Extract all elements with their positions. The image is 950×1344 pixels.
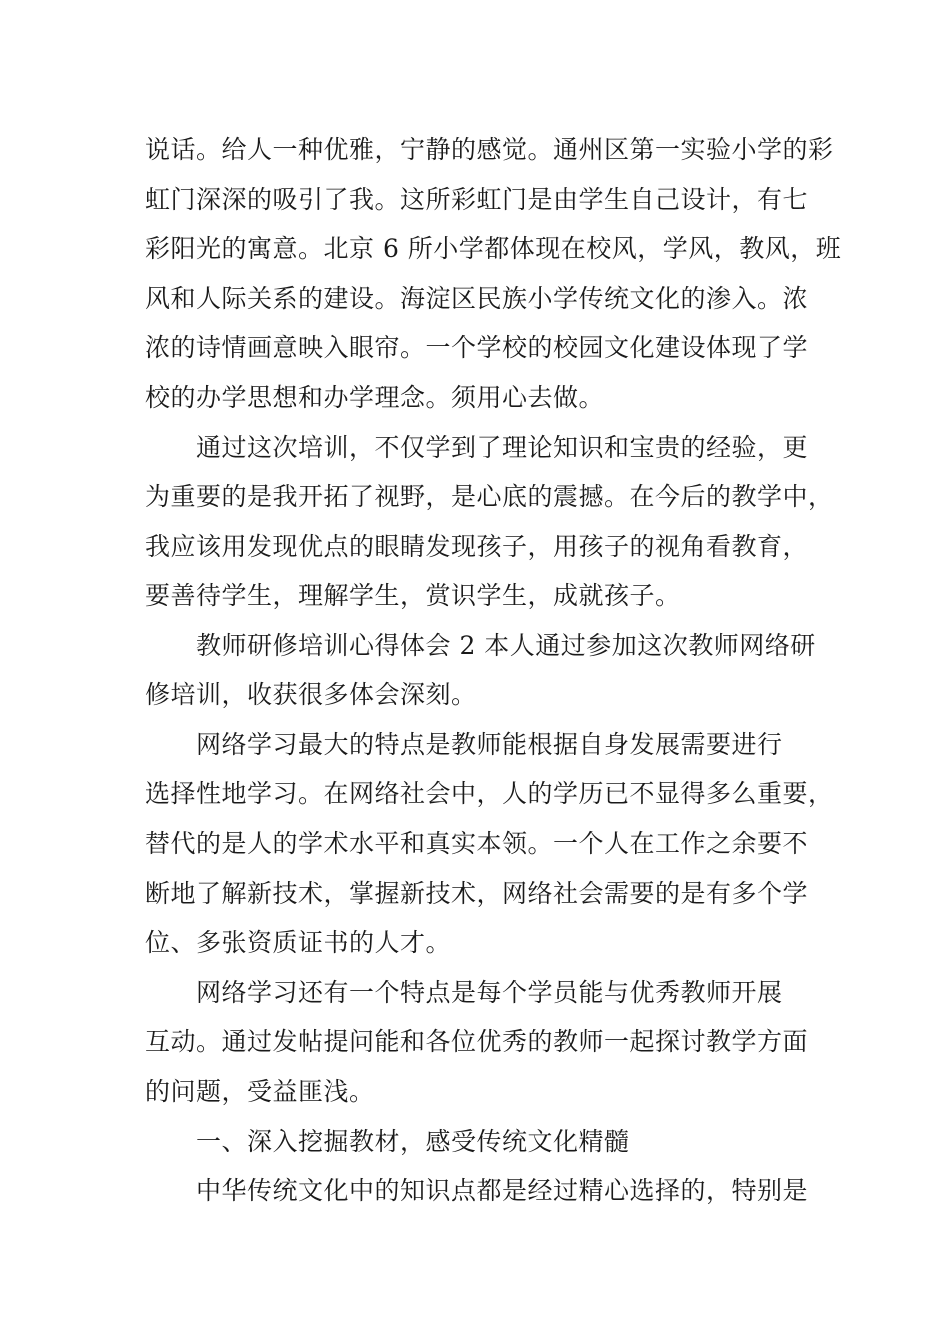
text-line: 选择性地学习。在网络社会中，人的学历已不显得多么重要， bbox=[145, 779, 834, 808]
paragraph-first-line: 教师研修培训心得体会 2 本人通过参加这次教师网络研 bbox=[196, 631, 816, 660]
text-line: 替代的是人的学术水平和真实本领。一个人在工作之余要不 bbox=[145, 829, 809, 858]
text-line: 为重要的是我开拓了视野，是心底的震撼。在今后的教学中， bbox=[145, 482, 834, 511]
text-line: 要善待学生，理解学生，赏识学生，成就孩子。 bbox=[145, 581, 681, 610]
text-line: 断地了解新技术，掌握新技术，网络社会需要的是有多个学 bbox=[145, 879, 809, 908]
text-line: 我应该用发现优点的眼睛发现孩子，用孩子的视角看教育， bbox=[145, 532, 809, 561]
text-line: 的问题，受益匪浅。 bbox=[145, 1077, 375, 1106]
text-line: 虹门深深的吸引了我。这所彩虹门是由学生自己设计，有七 bbox=[145, 185, 809, 214]
paragraph-first-line: 中华传统文化中的知识点都是经过精心选择的，特别是 bbox=[196, 1176, 809, 1205]
text-line: 说话。给人一种优雅，宁静的感觉。通州区第一实验小学的彩 bbox=[145, 135, 834, 164]
paragraph-first-line: 通过这次培训，不仅学到了理论知识和宝贵的经验，更 bbox=[196, 433, 809, 462]
text-line: 位、多张资质证书的人才。 bbox=[145, 928, 452, 957]
text-line: 彩阳光的寓意。北京 6 所小学都体现在校风，学风，教风，班 bbox=[145, 234, 842, 263]
paragraph-first-line: 网络学习还有一个特点是每个学员能与优秀教师开展 bbox=[196, 978, 783, 1007]
text-line: 风和人际关系的建设。海淀区民族小学传统文化的渗入。浓 bbox=[145, 284, 809, 313]
text-line: 校的办学思想和办学理念。须用心去做。 bbox=[145, 383, 605, 412]
text-line: 修培训，收获很多体会深刻。 bbox=[145, 680, 477, 709]
text-line: 浓的诗情画意映入眼帘。一个学校的校园文化建设体现了学 bbox=[145, 333, 809, 362]
text-line: 互动。通过发帖提问能和各位优秀的教师一起探讨教学方面 bbox=[145, 1027, 809, 1056]
paragraph-first-line: 网络学习最大的特点是教师能根据自身发展需要进行 bbox=[196, 730, 783, 759]
section-heading: 一、深入挖掘教材，感受传统文化精髓 bbox=[196, 1127, 630, 1156]
